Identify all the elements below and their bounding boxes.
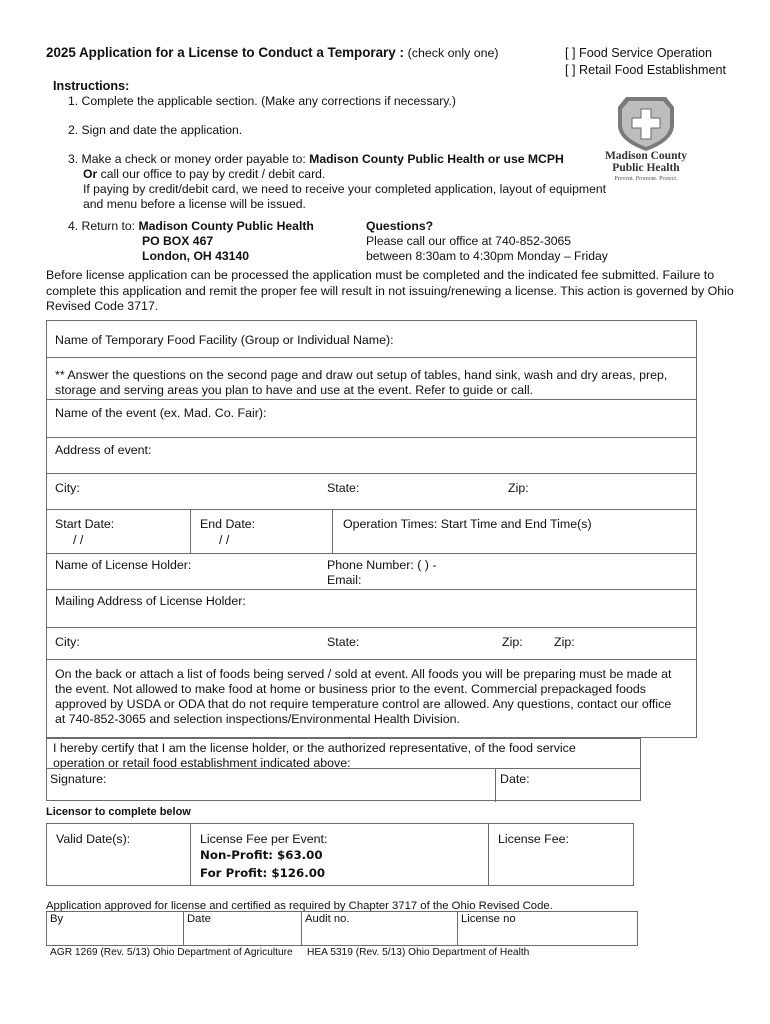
logo-name-line1: Madison County [604, 150, 688, 162]
column-divider [332, 509, 333, 553]
instruction-step-2: 2. Sign and date the application. [68, 123, 243, 137]
license-no-label[interactable]: License no [461, 913, 516, 925]
step4-prefix: 4. Return to: [68, 219, 139, 233]
column-divider [190, 509, 191, 553]
valid-dates-label[interactable]: Valid Date(s): [56, 832, 131, 846]
questions-line1: Please call our office at 740-852-3065 [366, 234, 572, 248]
mailing-address-label[interactable]: Mailing Address of License Holder: [55, 594, 246, 608]
row-divider [47, 399, 696, 400]
email-label[interactable]: Email: [327, 573, 362, 587]
foods-note-line4: at 740-852-3065 and selection inspections/Environmental Health Division. [55, 712, 461, 726]
end-date-label[interactable]: End Date: [200, 517, 256, 531]
event-city-label[interactable]: City: [55, 481, 80, 495]
fee-per-event-label: License Fee per Event: [200, 832, 328, 846]
footer-agr: AGR 1269 (Rev. 5/13) Ohio Department of Agriculture [50, 947, 293, 958]
instruction-step-3-line3: If paying by credit/debit card, we need to receive your completed application, layout of equipment [83, 182, 607, 196]
audit-no-label[interactable]: Audit no. [305, 913, 350, 925]
row-divider [47, 768, 640, 769]
mailing-zip-label-2[interactable]: Zip: [554, 635, 575, 649]
return-address-line1: Madison County Public Health [138, 219, 314, 233]
answer-note-line1: ** Answer the questions on the second page and draw out setup of tables, hand sink, wash and dry areas, prep, [55, 368, 668, 382]
licensor-heading: Licensor to complete below [46, 806, 191, 818]
row-divider [47, 473, 696, 474]
license-type-options [565, 45, 726, 79]
mailing-state-label[interactable]: State: [327, 635, 360, 649]
row-divider [47, 357, 696, 358]
row-divider [47, 437, 696, 438]
row-divider [47, 553, 696, 554]
form-title [46, 45, 499, 60]
form-title-note: (check only one) [407, 46, 499, 60]
for-profit-fee: For Profit: $126.00 [200, 866, 326, 880]
approved-by-label[interactable]: By [50, 913, 64, 925]
step3-payee: Madison County Public Health or use MCPH [309, 152, 564, 166]
foods-note-line2: the event. Not allowed to make food at home or business prior to the event. Commercial prepackaged foods [55, 682, 646, 696]
instructions-heading: Instructions: [53, 79, 130, 93]
instruction-step-3-line4: and menu before a license will be issued. [83, 197, 306, 211]
form-title-text: 2025 Application for a License to Conduct a Temporary : [46, 45, 404, 60]
event-state-label[interactable]: State: [327, 481, 360, 495]
instruction-step-3 [68, 152, 564, 166]
event-zip-label[interactable]: Zip: [508, 481, 529, 495]
event-address-label[interactable]: Address of event: [55, 443, 152, 457]
approval-text: Application approved for license and certified as required by Chapter 3717 of the Ohio Revised Code. [46, 900, 553, 912]
phone-number-label[interactable]: Phone Number: ( ) - [327, 558, 437, 572]
license-fee-label[interactable]: License Fee: [498, 832, 569, 846]
operation-times-label[interactable]: Operation Times: Start Time and End Time(s) [343, 517, 592, 531]
application-form-table [46, 320, 697, 738]
return-address-line2: PO BOX 467 [142, 234, 214, 248]
row-divider [47, 509, 696, 510]
return-address-line3: London, OH 43140 [142, 249, 249, 263]
shield-cross-icon [598, 95, 694, 181]
madison-county-logo [598, 95, 694, 181]
start-date-slashes[interactable]: / / [73, 533, 84, 547]
event-name-label[interactable]: Name of the event (ex. Mad. Co. Fair): [55, 406, 267, 420]
certification-line1: I hereby certify that I am the license holder, or the authorized representative, of the food service [53, 741, 576, 755]
column-divider [183, 912, 184, 945]
approval-box [46, 911, 638, 946]
row-divider [47, 589, 696, 590]
column-divider [301, 912, 302, 945]
mailing-city-label[interactable]: City: [55, 635, 80, 649]
logo-name-line2: Public Health [612, 162, 680, 174]
option-food-service[interactable]: [ ] Food Service Operation [565, 46, 712, 60]
row-divider [47, 659, 696, 660]
step3-line2-text: call our office to pay by credit / debit card. [97, 167, 326, 181]
certification-box [46, 738, 641, 801]
certification-line2: operation or retail food establishment indicated above: [53, 756, 351, 770]
column-divider [495, 768, 496, 802]
logo-tagline: Prevent. Promote. Protect. [614, 176, 678, 181]
footer-hea: HEA 5319 (Rev. 5/13) Ohio Department of Health [307, 947, 530, 958]
foods-note-line3: approved by USDA or ODA that do not require temperature control are allowed. Any questions, contact our office [55, 697, 672, 711]
licensor-box [46, 823, 634, 886]
instruction-step-1: 1. Complete the applicable section. (Make any corrections if necessary.) [68, 94, 456, 108]
mailing-zip-label[interactable]: Zip: [502, 635, 523, 649]
instruction-step-3-line2 [83, 167, 325, 181]
row-divider [47, 627, 696, 628]
foods-note-line1: On the back or attach a list of foods being served / sold at event. All foods you will be preparing must be made at [55, 667, 672, 681]
answer-note-line2: storage and serving areas you plan to have and use at the event. Refer to guide or call. [55, 383, 534, 397]
questions-line2: between 8:30am to 4:30pm Monday – Friday [366, 249, 608, 263]
facility-name-label: Name of Temporary Food Facility (Group or Individual Name): [55, 333, 394, 347]
column-divider [457, 912, 458, 945]
approval-date-label[interactable]: Date [187, 913, 211, 925]
license-holder-label[interactable]: Name of License Holder: [55, 558, 192, 572]
instruction-step-4 [68, 219, 314, 233]
column-divider [190, 824, 191, 885]
start-date-label[interactable]: Start Date: [55, 517, 115, 531]
option-retail-food[interactable]: [ ] Retail Food Establishment [565, 63, 726, 77]
signature-date-label[interactable]: Date: [500, 772, 530, 786]
end-date-slashes[interactable]: / / [219, 533, 230, 547]
step3-or: Or [83, 167, 98, 181]
column-divider [488, 824, 489, 885]
questions-heading: Questions? [366, 219, 434, 233]
step3-prefix: 3. Make a check or money order payable to: [68, 152, 310, 166]
non-profit-fee: Non-Profit: $63.00 [200, 848, 323, 862]
disclaimer-paragraph: Before license application can be processed the application must be completed and the indicated fee submitted. Failure to complete this application and remit the proper fee will result in not issuing/renewing a license. This action is governed by Ohio Revised Code 3717. [46, 268, 734, 313]
signature-label[interactable]: Signature: [50, 772, 107, 786]
